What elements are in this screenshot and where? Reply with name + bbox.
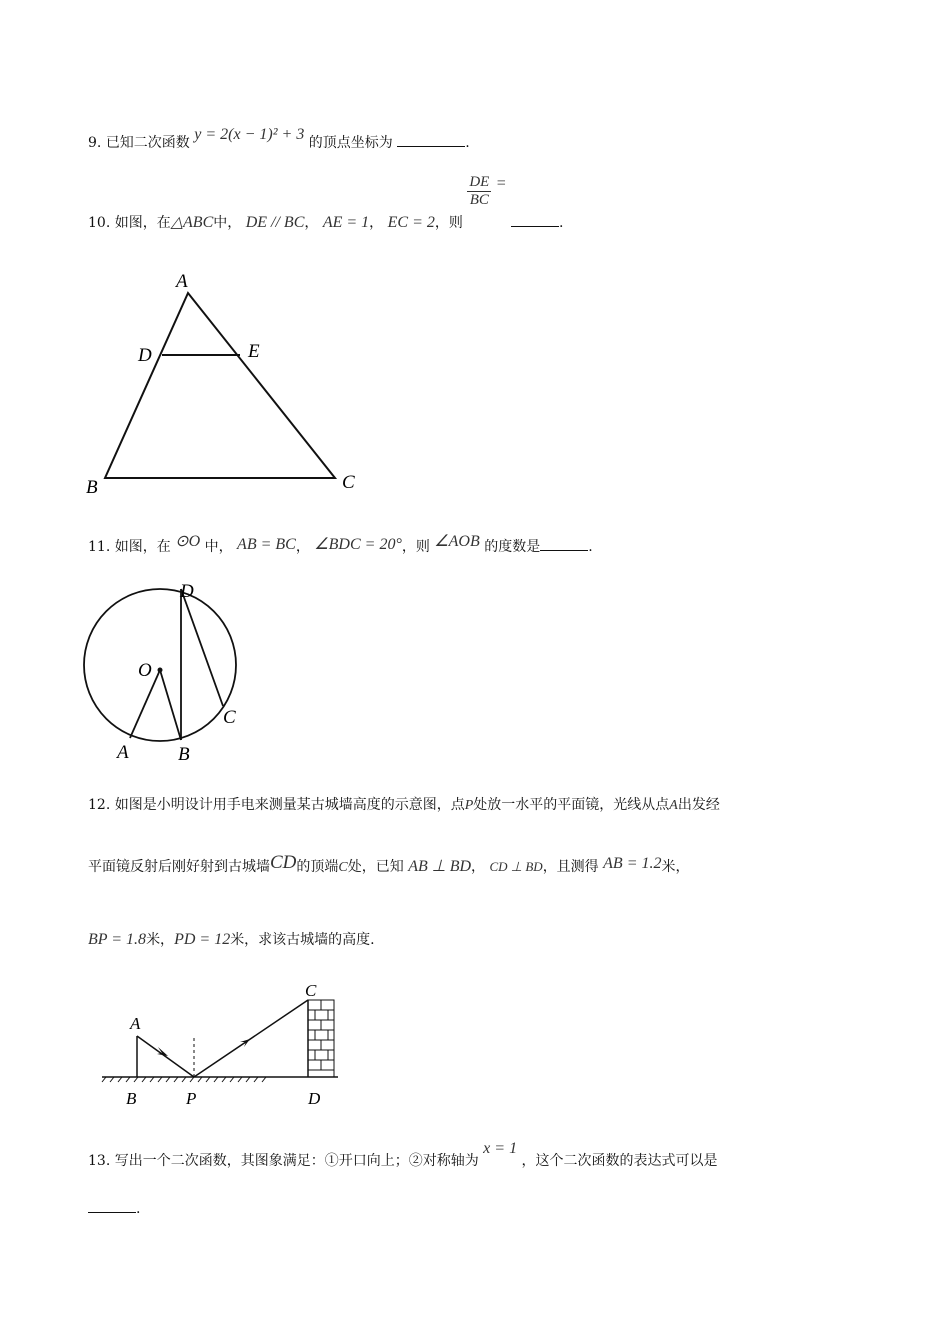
question-text: 的度数是 [484, 539, 541, 555]
point-label-e: E [248, 341, 260, 362]
question-text: 的顶端 [296, 859, 339, 875]
question-12-line-1 [88, 794, 720, 814]
question-12-line-2 [88, 852, 690, 877]
incident-ray [137, 1036, 194, 1077]
triangle-abc-shape [105, 293, 335, 478]
question-9 [88, 126, 470, 152]
question-text: ，且测得 [542, 859, 599, 875]
question-number: 10. [88, 214, 111, 231]
symmetry-axis: x = 1 [483, 1140, 518, 1157]
brick-wall [308, 1000, 334, 1077]
perpendicular-cd-bd: CD ⊥ BD [489, 859, 543, 874]
question-text: 中， [204, 539, 233, 555]
center-label-o: O [138, 660, 152, 681]
vertex-label-b: B [86, 477, 98, 498]
question-text: ，则 [434, 214, 463, 231]
question-text: 如图，在 [114, 539, 171, 555]
question-text: 平面镜反射后刚好射到古城墙 [88, 859, 270, 875]
comma: ， [471, 859, 486, 875]
parallel-condition: DE // BC [245, 213, 305, 231]
question-text: 处放一水平的平面镜，光线从点 [473, 797, 670, 813]
ae-value: AE = 1 [322, 213, 370, 231]
period: . [559, 214, 564, 231]
point-p: P [464, 798, 474, 813]
question-text: 出发经 [677, 797, 720, 813]
point-c: C [338, 860, 348, 875]
question-text: ，这个二次函数的表达式可以是 [521, 1153, 718, 1169]
circle-figure [80, 578, 260, 768]
unit-meter: 米， [661, 859, 690, 875]
question-13-line-1 [88, 1140, 718, 1170]
question-number: 9. [88, 135, 102, 151]
question-text: 如图是小明设计用手电来测量某古城墙高度的示意图，点 [114, 797, 465, 813]
mirror-measurement-figure [100, 980, 360, 1110]
angle-aob: ∠AOB [434, 533, 480, 550]
reflected-ray [194, 1000, 308, 1077]
period: . [588, 539, 593, 555]
question-text: 处，已知 [347, 859, 404, 875]
bp-length: BP = 1.8 [88, 931, 147, 948]
wall-cd: CD [270, 852, 297, 873]
equals-sign: = [495, 174, 507, 192]
question-text: 中， [213, 214, 242, 231]
answer-blank[interactable] [540, 538, 588, 551]
perpendicular-ab-bd: AB ⊥ BD [408, 858, 472, 875]
comma: ， [369, 214, 384, 231]
question-11 [88, 533, 593, 556]
comma: ， [304, 214, 319, 231]
pd-length: PD = 12 [174, 931, 231, 948]
circle-o-shape [84, 589, 236, 741]
question-number: 12. [88, 797, 111, 813]
triangle-figure [80, 268, 360, 498]
point-label-b: B [126, 1089, 137, 1108]
answer-blank[interactable] [511, 214, 559, 227]
ratio-fraction [467, 174, 491, 209]
answer-blank[interactable] [88, 1200, 136, 1213]
segment-ob [160, 670, 181, 740]
period: . [465, 135, 470, 151]
question-text: 已知二次函数 [105, 135, 190, 151]
question-text: 的顶点坐标为 [308, 135, 393, 151]
comma: ， [295, 539, 310, 555]
point-label-c: C [305, 981, 317, 1000]
angle-bdc: ∠BDC = 20° [314, 536, 402, 553]
point-label-d: D [138, 345, 152, 366]
question-text: 写出一个二次函数，其图象满足：①开口向上；②对称轴为 [114, 1153, 479, 1169]
vertex-label-c: C [342, 472, 355, 493]
period: . [136, 1201, 141, 1217]
vertex-label-a: A [176, 271, 188, 292]
point-label-p: P [186, 1089, 197, 1108]
unit-meter: 米， [146, 932, 175, 948]
point-label-a: A [130, 1014, 141, 1033]
center-point [158, 668, 163, 673]
point-label-c: C [223, 707, 236, 728]
point-label-d: D [308, 1089, 321, 1108]
fraction-denominator: BC [469, 192, 489, 208]
question-text: 如图，在 [114, 214, 171, 231]
question-number: 11. [88, 539, 111, 555]
ec-value: EC = 2 [387, 213, 435, 231]
answer-blank[interactable] [397, 134, 465, 147]
point-a: A [669, 798, 678, 813]
question-13-line-2 [88, 1200, 140, 1217]
arc-equality: AB = BC [237, 536, 296, 553]
point-label-d: D [180, 581, 194, 602]
point-label-b: B [178, 744, 190, 765]
question-text: ，则 [401, 539, 430, 555]
fraction-numerator: DE [469, 174, 490, 190]
quadratic-formula: y = 2(x − 1)² + 3 [194, 126, 305, 143]
point-label-a: A [117, 742, 129, 763]
question-text: 米，求该古城墙的高度. [230, 932, 375, 948]
question-number: 13. [88, 1153, 111, 1169]
ab-length: AB = 1.2 [603, 855, 662, 872]
question-12-line-3 [88, 929, 375, 949]
segment-dc [181, 589, 223, 706]
triangle-abc: △ABC [170, 213, 214, 231]
circle-o: ⊙O [175, 533, 201, 550]
question-10 [88, 174, 564, 231]
